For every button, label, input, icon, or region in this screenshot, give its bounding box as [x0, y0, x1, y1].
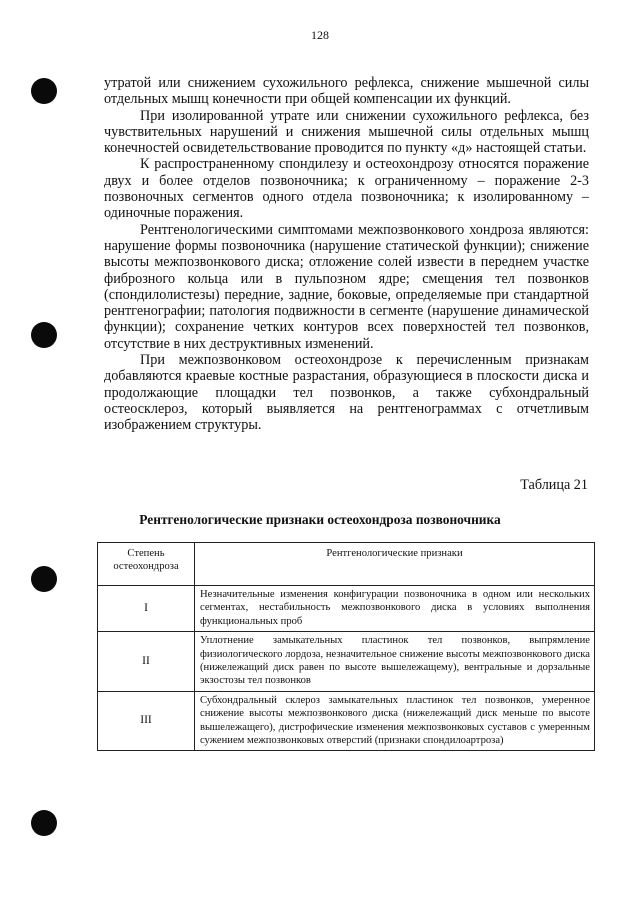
signs-cell: Субхондральный склероз замыкательных пластинок тел позвонков, умеренное снижение высоты межпозвонкового диска (нижележащий диск меньше по высоте вышележащего), дистрофические изменения межпозвонковых суставов с умеренным сужением межпозвонковых отверстий (признаки спондилоартроза)	[195, 691, 595, 751]
paragraph-2: При изолированной утрате или снижении сухожильного рефлекса, без чувствительных нарушений и снижения мышечной силы отдельных мышц конечностей освидетельствование проводится по пункту «д» настоящей статьи.	[104, 107, 589, 157]
header-signs: Рентгенологические признаки	[195, 543, 595, 586]
paragraph-5: При межпозвонковом остеохондрозе к перечисленным признакам добавляются краевые костные разрастания, образующиеся в плоскости диска и продолжающие площадки тел позвонков, а также субхондральный остеосклероз, который выявляется на рентгенограммах с отчетливым изображением структуры.	[104, 352, 589, 434]
punch-hole-4	[31, 810, 57, 836]
degree-cell: II	[98, 632, 195, 692]
punch-hole-2	[31, 322, 57, 348]
radiology-signs-table	[97, 542, 595, 751]
header-degree: Степень остеохондроза	[98, 543, 195, 586]
paragraph-3: К распространенному спондилезу и остеохондрозу относятся поражение двух и более отделов позвоночника; к ограниченному – поражение 2-3 позвоночных сегментов одного отдела позвоночника; к изолированному – одиночные поражения.	[104, 156, 589, 222]
punch-hole-1	[31, 78, 57, 104]
degree-cell: III	[98, 691, 195, 751]
table-row	[98, 632, 595, 692]
page-number: 128	[311, 28, 329, 42]
table-header-row	[98, 543, 595, 586]
signs-cell: Незначительные изменения конфигурации позвоночника в одном или нескольких сегментах, нестабильность межпозвонкового диска в условиях выполнения функциональных проб	[195, 586, 595, 632]
body-text	[104, 75, 589, 434]
table-row	[98, 691, 595, 751]
table-row	[98, 586, 595, 632]
signs-cell: Уплотнение замыкательных пластинок тел позвонков, выпрямление физиологического лордоза, незначительное снижение высоты межпозвонкового диска (нижележащий диск равен по высоте вышележащему), вентральные и дорзальные экзостозы тел позвонков	[195, 632, 595, 692]
paragraph-1: утратой или снижением сухожильного рефлекса, снижение мышечной силы отдельных мышц конечности при общей компенсации их функций.	[104, 75, 589, 108]
table-label: Таблица 21	[520, 477, 588, 493]
degree-cell: I	[98, 586, 195, 632]
punch-hole-3	[31, 566, 57, 592]
paragraph-4: Рентгенологическими симптомами межпозвонкового хондроза являются: нарушение формы позвоночника (нарушение статической функции); снижение высоты межпозвонкового диска; отложение солей извести в переднем участке фиброзного кольца или в пульпозном ядре; смещения тел позвонков (спондилолистезы) передние, задние, боковые, определяемые при стандартной рентгенографии; патология подвижности в сегменте (нарушение динамической функции); сохранение четких контуров всех поверхностей тел позвонков, отсутствие в них деструктивных изменений.	[104, 221, 589, 352]
table-title: Рентгенологические признаки остеохондроза позвоночника	[139, 512, 501, 527]
